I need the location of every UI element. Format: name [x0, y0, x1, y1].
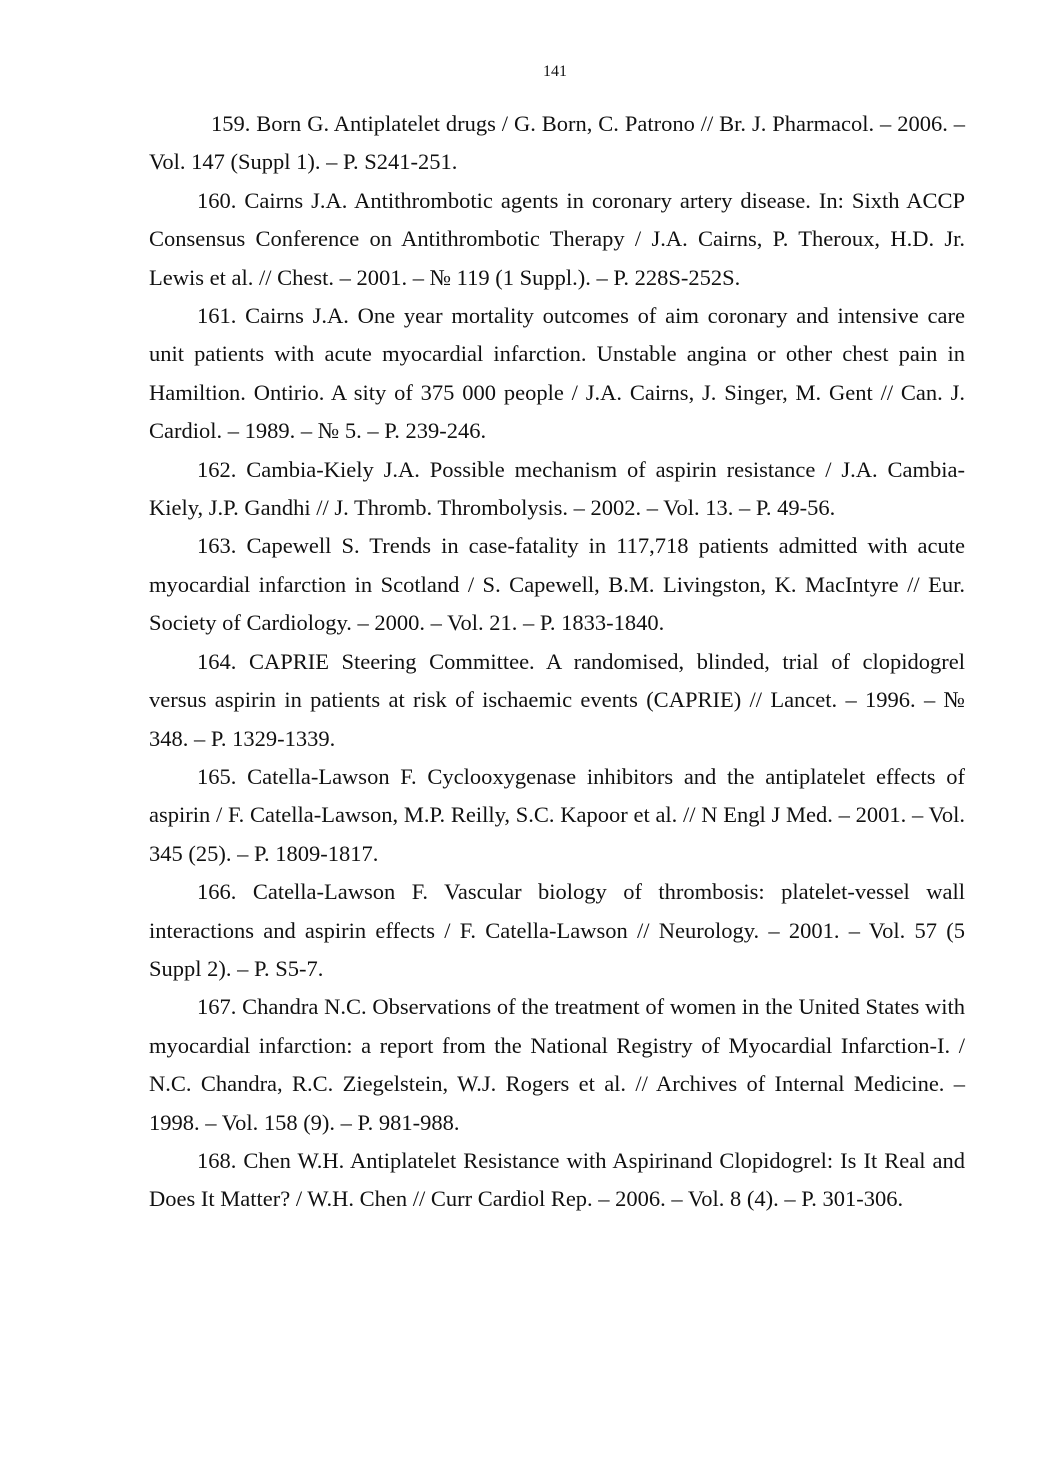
reference-item-167: 167. Chandra N.C. Observations of the treatment of women in the United States with myocardial infarction: a report from the National Registry of Myocardial Infarction-I. / N.C. Chandra, R.C. Ziegelstein, W.J. Rogers et al. // Archives of Internal Medicine. – 1998. – Vol. 158 (9). – P. 981-988. [149, 994, 965, 1135]
reference-list [149, 105, 965, 1219]
reference-item-162: 162. Cambia-Kiely J.A. Possible mechanism of aspirin resistance / J.A. Cambia-Kiely, J.P. Gandhi // J. Thromb. Thrombolysis. – 2002. – Vol. 13. – P. 49-56. [149, 456, 965, 521]
page-number: 141 [543, 63, 567, 80]
reference-item-164: 164. CAPRIE Steering Committee. A randomised, blinded, trial of clopidogrel versus aspirin in patients at risk of ischaemic events (CAPRIE) // Lancet. – 1996. – № 348. – P. 1329-1339. [149, 648, 965, 751]
reference-item-159: 159. Born G. Antiplatelet drugs / G. Born, C. Patrono // Br. J. Pharmacol. – 2006. – Vol. 147 (Suppl 1). – P. S241-251. [149, 111, 965, 175]
reference-item-161: 161. Cairns J.A. One year mortality outcomes of aim coronary and intensive care unit patients with acute myocardial infarction. Unstable angina or other chest pain in Hamiltion. Ontirio. A sity of 375 000 people / J.A. Cairns, J. Singer, M. Gent // Can. J. Cardiol. – 1989. – № 5. – P. 239-246. [149, 303, 965, 444]
reference-item-160: 160. Cairns J.A. Antithrombotic agents in coronary artery disease. In: Sixth ACCP Consensus Conference on Antithrombotic Therapy / J.A. Cairns, P. Theroux, H.D. Jr. Lewis et al. // Chest. – 2001. – № 119 (1 Suppl.). – P. 228S-252S. [149, 187, 965, 290]
reference-item-163: 163. Capewell S. Trends in case-fatality in 117,718 patients admitted with acute myocardial infarction in Scotland / S. Capewell, B.M. Livingston, K. MacIntyre // Eur. Society of Cardiology. – 2000. – Vol. 21. – P. 1833-1840. [149, 533, 965, 636]
reference-item-165: 165. Catella-Lawson F. Cyclooxygenase inhibitors and the antiplatelet effects of aspirin / F. Catella-Lawson, M.P. Reilly, S.C. Kapoor et al. // N Engl J Med. – 2001. – Vol. 345 (25). – P. 1809-1817. [149, 763, 965, 866]
reference-item-166: 166. Catella-Lawson F. Vascular biology of thrombosis: platelet-vessel wall interactions and aspirin effects / F. Catella-Lawson // Neurology. – 2001. – Vol. 57 (5 Suppl 2). – P. S5-7. [149, 879, 965, 981]
reference-item-168: 168. Chen W.H. Antiplatelet Resistance with Aspirinand Clopidogrel: Is It Real and Does It Matter? / W.H. Chen // Curr Cardiol Rep. – 2006. – Vol. 8 (4). – P. 301-306. [149, 1147, 965, 1212]
